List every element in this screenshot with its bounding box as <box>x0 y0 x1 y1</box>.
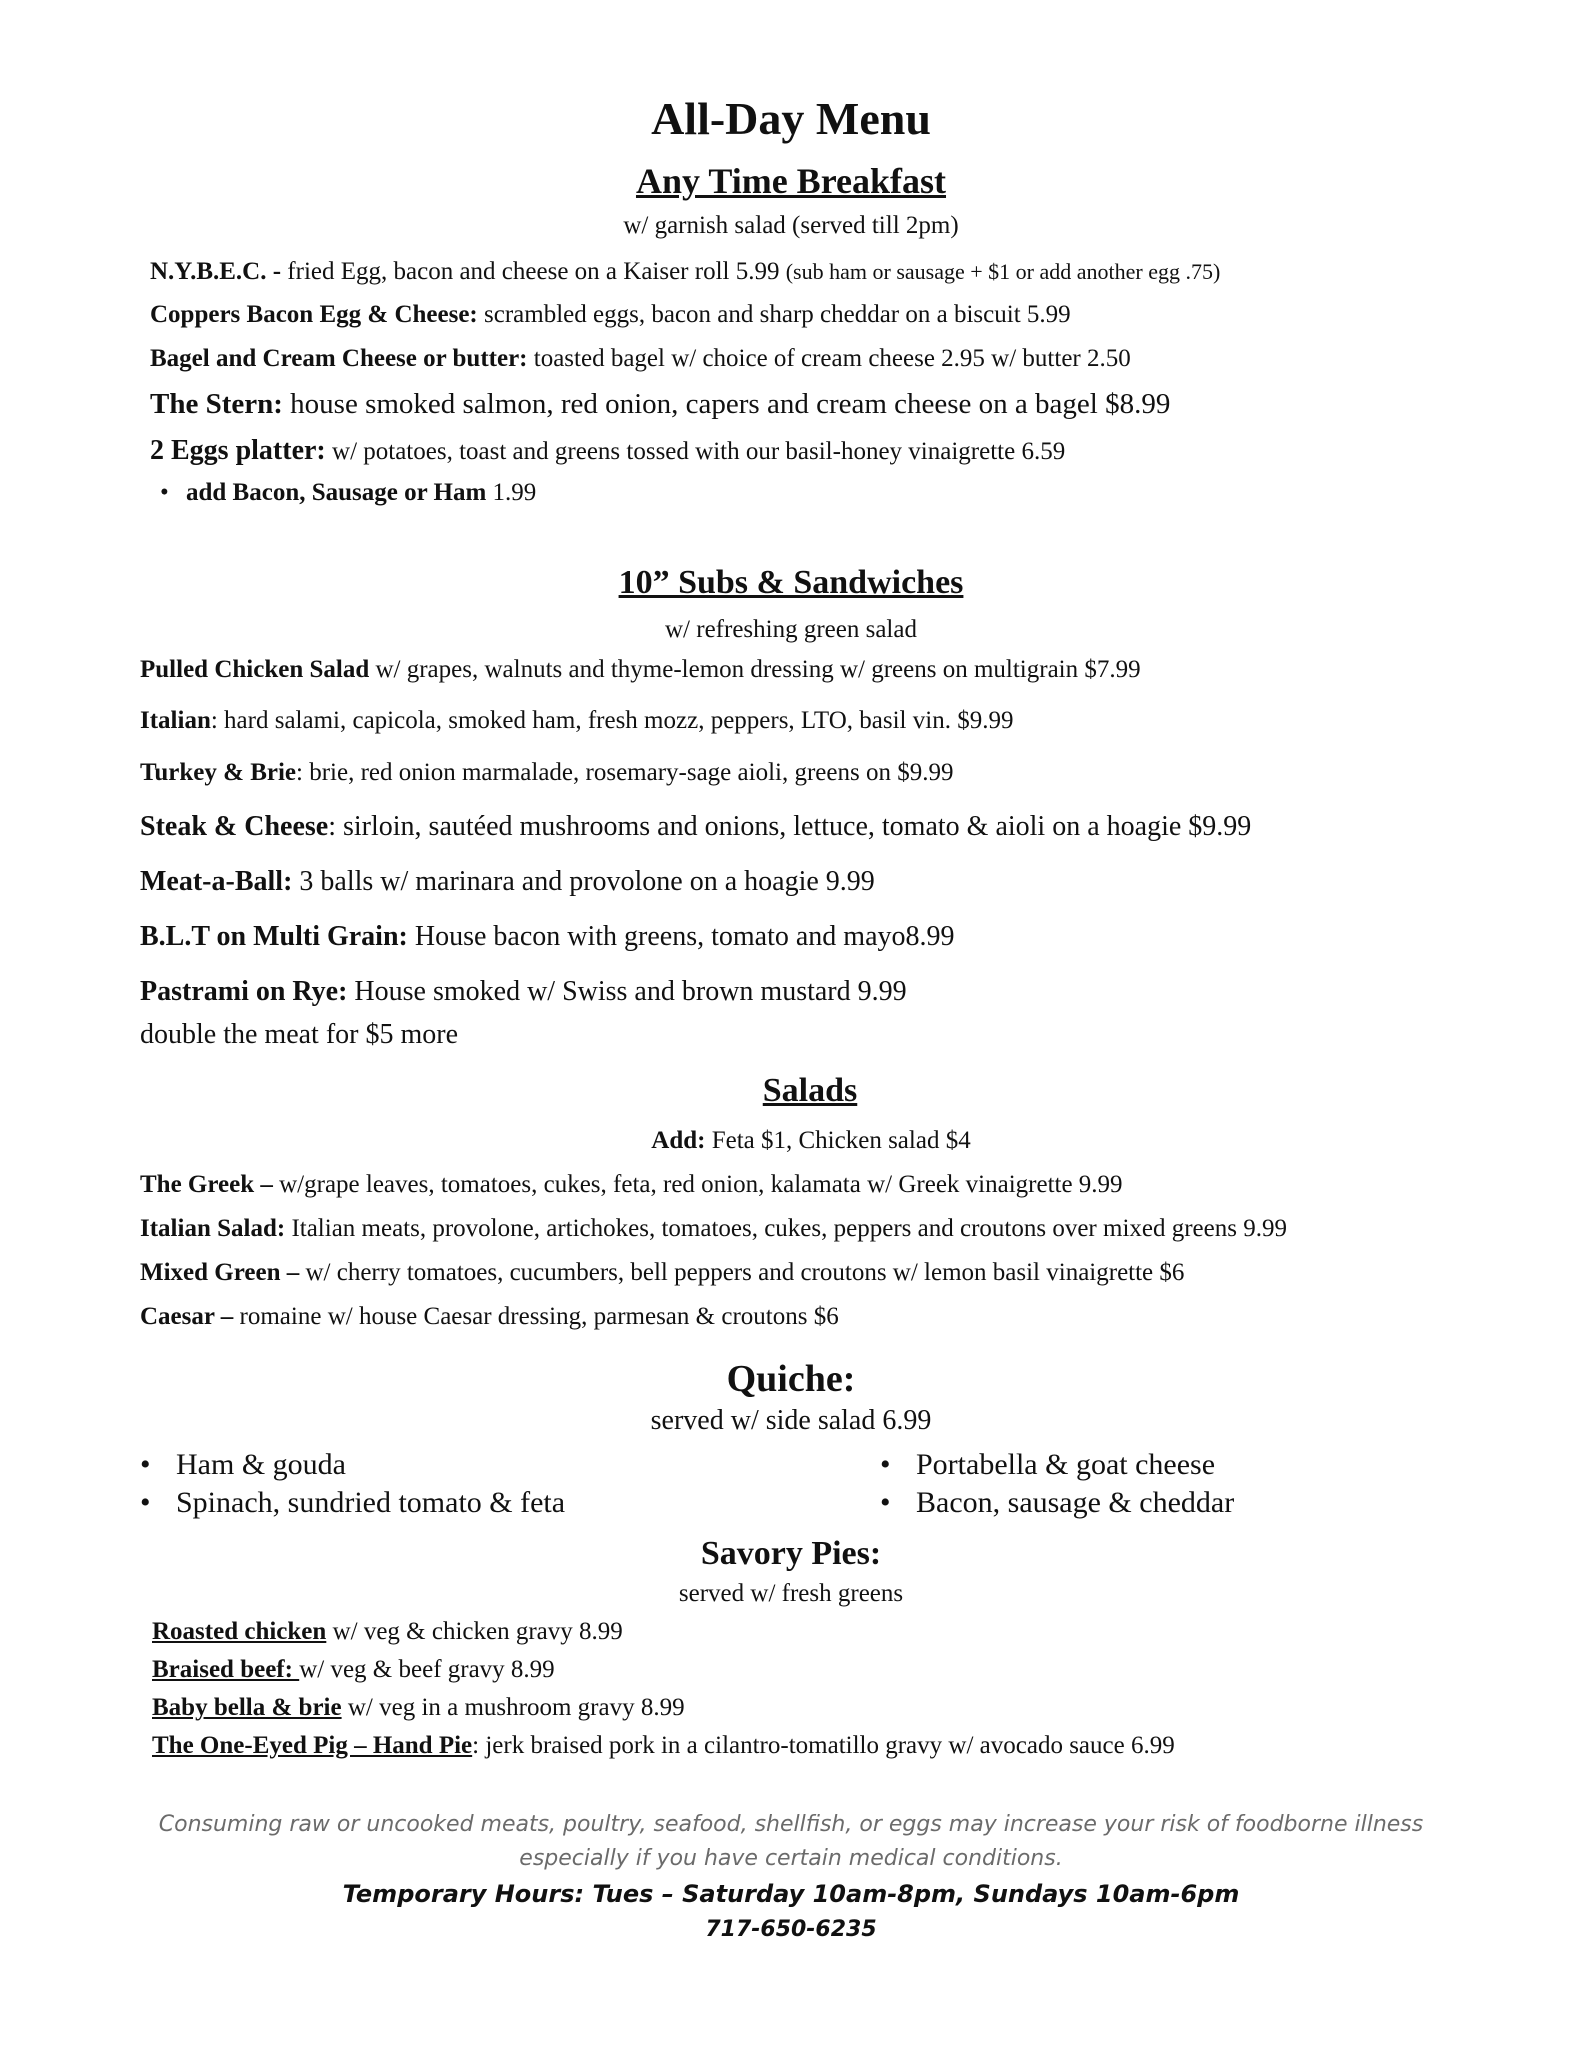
item-desc: scrambled eggs, bacon and sharp cheddar on a biscuit 5.99 <box>477 301 1071 328</box>
subs-note: double the meat for $5 more <box>140 1019 459 1050</box>
item-desc: w/ potatoes, toast and greens tossed with our basil-honey vinaigrette 6.59 <box>325 438 1066 465</box>
food-warning-line2: especially if you have certain medical conditions. <box>519 1846 1063 1871</box>
item-desc: : sirloin, sautéed mushrooms and onions, lettuce, tomato & aioli on a hoagie $9.99 <box>328 811 1252 842</box>
item-desc: w/ veg in a mushroom gravy 8.99 <box>341 1694 685 1721</box>
bullet-icon: • <box>160 479 169 506</box>
subs-heading: 10” Subs & Sandwiches <box>618 564 964 601</box>
item-desc: : brie, red onion marmalade, rosemary-sage aioli, greens on $9.99 <box>296 759 954 786</box>
sub-item <box>140 811 1251 843</box>
page-title: All-Day Menu <box>651 93 931 144</box>
quiche-item-label: Portabella & goat cheese <box>916 1448 1216 1481</box>
salad-item <box>140 1259 1184 1287</box>
breakfast-subtitle: w/ garnish salad (served till 2pm) <box>623 212 959 239</box>
sub-item <box>140 759 953 787</box>
item-name: B.L.T on Multi Grain: <box>140 921 408 952</box>
item-desc: 1.99 <box>486 479 537 506</box>
item-name: Roasted chicken <box>152 1618 327 1645</box>
pies-subtitle: served w/ fresh greens <box>678 1580 904 1607</box>
breakfast-item <box>150 345 1131 373</box>
item-name: The Greek – <box>140 1171 273 1198</box>
salad-item <box>140 1171 1123 1199</box>
item-name: Pulled Chicken Salad <box>140 656 370 683</box>
item-desc: House bacon with greens, tomato and mayo8.99 <box>407 921 955 952</box>
item-desc: w/ grapes, walnuts and thyme-lemon dressing w/ greens on multigrain $7.99 <box>369 656 1141 683</box>
item-note: (sub ham or sausage + $1 or add another egg .75) <box>785 259 1221 284</box>
item-desc: w/ veg & chicken gravy 8.99 <box>326 1618 623 1645</box>
item-name: Bagel and Cream Cheese or butter: <box>150 345 528 372</box>
item-name: Mixed Green – <box>140 1259 300 1286</box>
phone: 717-650-6235 <box>705 1917 877 1942</box>
breakfast-addon <box>160 479 536 507</box>
item-desc: fried Egg, bacon and cheese on a Kaiser roll 5.99 <box>281 258 786 285</box>
item-name: add Bacon, Sausage or Ham <box>186 479 487 506</box>
breakfast-item <box>150 388 1170 421</box>
item-name: Turkey & Brie <box>140 759 297 786</box>
item-desc: : jerk braised pork in a cilantro-tomatillo gravy w/ avocado sauce 6.99 <box>472 1732 1175 1759</box>
item-desc: House smoked w/ Swiss and brown mustard 9.99 <box>347 976 907 1007</box>
item-name: Caesar – <box>140 1303 234 1330</box>
item-name: The Stern: <box>150 388 283 420</box>
item-name: 2 Eggs platter: <box>150 435 326 466</box>
item-desc: 3 balls w/ marinara and provolone on a hoagie 9.99 <box>292 866 875 897</box>
item-name: Baby bella & brie <box>152 1694 342 1721</box>
bullet-icon: • <box>140 1448 151 1481</box>
quiche-heading: Quiche: <box>726 1358 856 1400</box>
item-desc: w/ cherry tomatoes, cucumbers, bell peppers and croutons w/ lemon basil vinaigrette $6 <box>299 1259 1185 1286</box>
item-name: N.Y.B.E.C. - <box>150 258 282 285</box>
salads-heading: Salads <box>762 1072 858 1109</box>
bullet-icon: • <box>880 1486 891 1519</box>
item-name: Coppers Bacon Egg & Cheese: <box>150 301 478 328</box>
add-text: Feta $1, Chicken salad $4 <box>705 1127 971 1154</box>
breakfast-item <box>150 435 1065 467</box>
item-desc: toasted bagel w/ choice of cream cheese 2.95 w/ butter 2.50 <box>527 345 1131 372</box>
salads-add <box>20 1127 1582 1155</box>
quiche-item <box>140 1448 346 1482</box>
quiche-item <box>880 1486 1234 1520</box>
breakfast-item <box>150 301 1071 329</box>
item-desc: house smoked salmon, red onion, capers and cream cheese on a bagel $8.99 <box>282 388 1171 420</box>
subs-subtitle: w/ refreshing green salad <box>665 616 917 643</box>
pie-item <box>152 1656 555 1684</box>
item-name: Pastrami on Rye: <box>140 976 348 1007</box>
add-label: Add: <box>651 1127 706 1154</box>
food-warning-line1: Consuming raw or uncooked meats, poultry, seafood, shellfish, or eggs may increase your risk of foodborne illness <box>158 1812 1424 1837</box>
item-desc: : hard salami, capicola, smoked ham, fresh mozz, peppers, LTO, basil vin. $9.99 <box>210 707 1014 734</box>
breakfast-item <box>150 258 1220 286</box>
pie-item <box>152 1618 623 1646</box>
quiche-subtitle: served w/ side salad 6.99 <box>650 1405 932 1436</box>
pies-heading: Savory Pies: <box>700 1535 882 1572</box>
sub-item <box>140 976 907 1008</box>
quiche-item <box>140 1486 565 1520</box>
bullet-icon: • <box>140 1486 151 1519</box>
pie-item <box>152 1694 685 1722</box>
item-name: Steak & Cheese <box>140 811 329 842</box>
item-name: Italian <box>140 707 211 734</box>
item-name: The One-Eyed Pig – Hand Pie <box>152 1732 473 1759</box>
bullet-icon: • <box>880 1448 891 1481</box>
item-name: Italian Salad: <box>140 1215 286 1242</box>
item-desc: w/grape leaves, tomatoes, cukes, feta, red onion, kalamata w/ Greek vinaigrette 9.99 <box>272 1171 1123 1198</box>
item-name: Braised beef: <box>152 1656 300 1683</box>
salad-item <box>140 1215 1287 1243</box>
item-desc: w/ veg & beef gravy 8.99 <box>299 1656 555 1683</box>
quiche-item <box>880 1448 1215 1482</box>
hours: Temporary Hours: Tues – Saturday 10am-8pm, Sundays 10am-6pm <box>342 1880 1240 1908</box>
sub-item <box>140 921 955 953</box>
quiche-item-label: Spinach, sundried tomato & feta <box>176 1486 566 1519</box>
salad-item <box>140 1303 839 1331</box>
quiche-item-label: Bacon, sausage & cheddar <box>916 1486 1235 1519</box>
item-desc: Italian meats, provolone, artichokes, tomatoes, cukes, peppers and croutons over mixed greens 9.99 <box>285 1215 1287 1242</box>
sub-item <box>140 656 1141 684</box>
pie-item <box>152 1732 1175 1760</box>
breakfast-heading: Any Time Breakfast <box>635 161 947 201</box>
sub-item <box>140 866 875 898</box>
sub-item <box>140 707 1013 735</box>
quiche-item-label: Ham & gouda <box>176 1448 346 1481</box>
item-desc: romaine w/ house Caesar dressing, parmesan & croutons $6 <box>233 1303 839 1330</box>
item-name: Meat-a-Ball: <box>140 866 293 897</box>
